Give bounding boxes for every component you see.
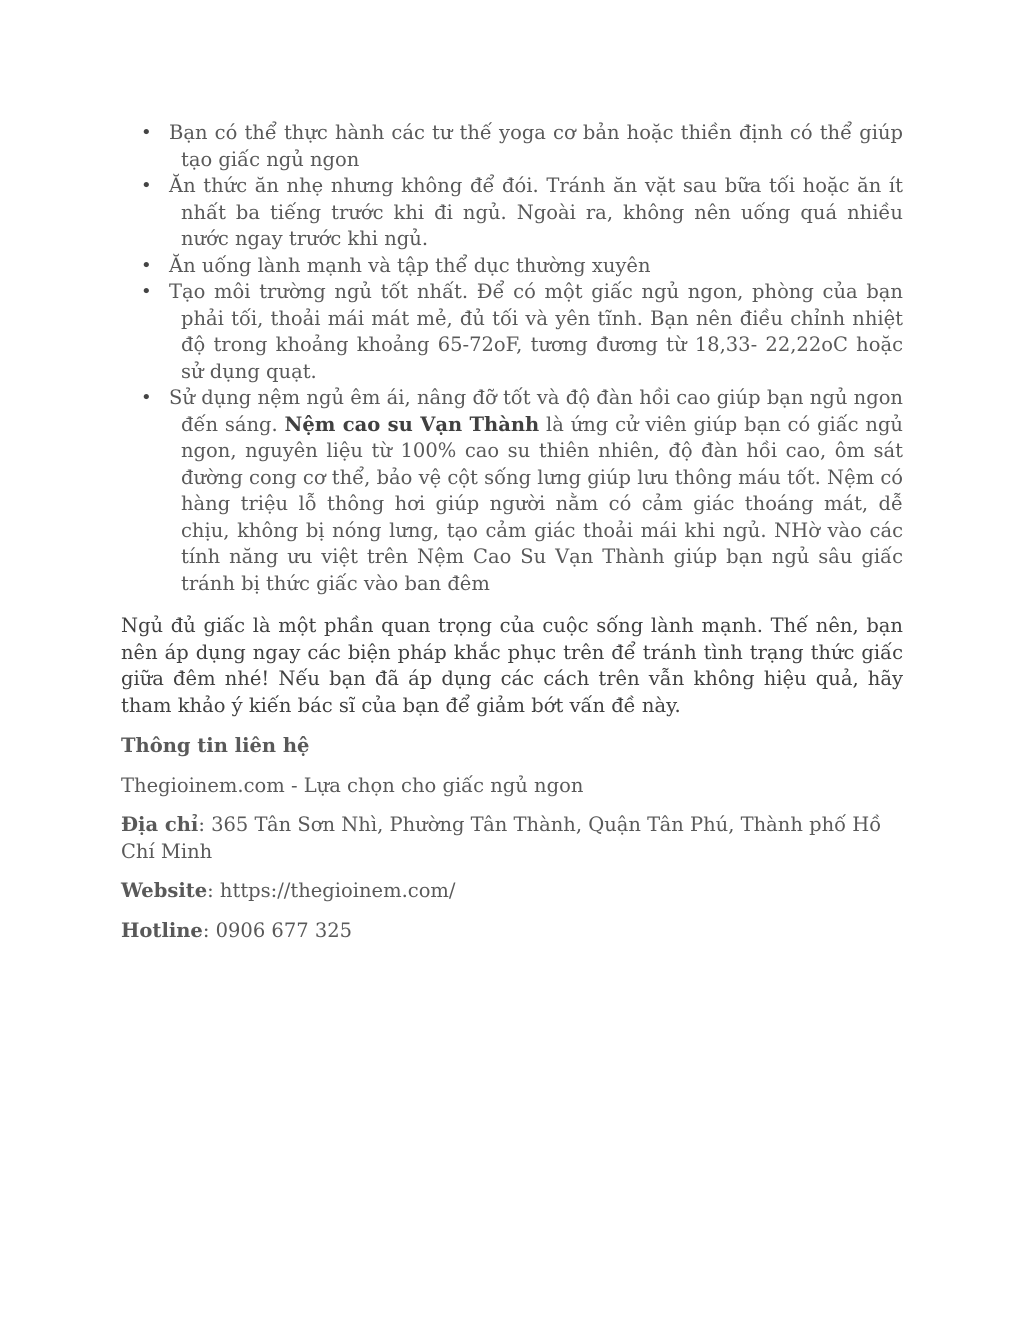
list-item [141,385,903,597]
list-item-text: là ứng cử viên giúp bạn có giấc ngủ ngon, nguyên liệu từ 100% cao su thiên nhiên, độ đàn hồi cao, ôm sát đường cong cơ thể, bảo vệ cột sống lưng giúp lưu thông máu tốt. Nệm có hàng triệu lỗ thông hơi giúp người nằm có cảm giác thoáng mát, dễ chịu, không bị nóng lưng, tạo cảm giác thoải mái khi ngủ. NHờ vào các tính năng ưu việt trên Nệm Cao Su Vạn Thành giúp bạn ngủ sâu giấc tránh bị thức giấc vào ban đêm [181,412,903,595]
contact-heading: Thông tin liên hệ [121,734,310,757]
list-item-text: Ăn uống lành mạnh và tập thể dục thường xuyên [169,253,651,277]
tips-list [121,120,903,597]
hotline-value: : 0906 677 325 [202,918,353,942]
bullet-icon: • [141,387,152,408]
website-label: Website [121,879,208,902]
address-value: : 365 Tân Sơn Nhì, Phường Tân Thành, Quận Tân Phú, Thành phố Hồ Chí Minh [121,813,882,863]
hotline-label: Hotline [121,918,203,942]
list-item-text: Ăn thức ăn nhẹ nhưng không để đói. Tránh ăn vặt sau bữa tối hoặc ăn ít nhất ba tiếng trước khi đi ngủ. Ngoài ra, không nên uống quá nhiều nước ngay trước khi ngủ. [169,174,903,250]
list-item [141,120,903,173]
list-item-text: Bạn có thể thực hành các tư thế yoga cơ bản hoặc thiền định có thể giúp tạo giấc ngủ ngon [169,121,903,171]
list-item [141,253,903,280]
list-item-text: Tạo môi trường ngủ tốt nhất. Để có một giấc ngủ ngon, phòng của bạn phải tối, thoải mái mát mẻ, đủ tối và yên tĩnh. Bạn nên điều chỉnh nhiệt độ trong khoảng khoảng 65-72oF, tương đương từ 18,33- 22,22oC hoặc sử dụng quạt. [169,280,903,383]
document-page [121,120,903,944]
contact-address [121,812,903,865]
conclusion-paragraph: Ngủ đủ giấc là một phần quan trọng của cuộc sống lành mạnh. Thế nên, bạn nên áp dụng ngay các biện pháp khắc phục trên để tránh tình trạng thức giấc giữa đêm nhé! Nếu bạn đã áp dụng các cách trên vẫn không hiệu quả, hãy tham khảo ý kiến bác sĩ của bạn để giảm bớt vấn đề này. [121,614,903,717]
bullet-icon: • [141,281,152,302]
bullet-icon: • [141,122,152,143]
contact-website [121,878,903,905]
bullet-icon: • [141,175,152,196]
address-label: Địa chỉ [121,813,199,836]
bullet-icon: • [141,254,152,276]
list-item [141,279,903,385]
list-item [141,173,903,253]
contact-hotline [121,918,903,945]
website-link[interactable]: : https://thegioinem.com/ [207,879,456,902]
contact-tagline: Thegioinem.com - Lựa chọn cho giấc ngủ ngon [121,773,584,797]
list-item-text: Sử dụng nệm ngủ êm ái, nâng đỡ tốt và độ đàn hồi cao giúp bạn ngủ ngon đến sáng. [169,386,903,436]
product-name-link[interactable]: Nệm cao su Vạn Thành [284,412,540,436]
